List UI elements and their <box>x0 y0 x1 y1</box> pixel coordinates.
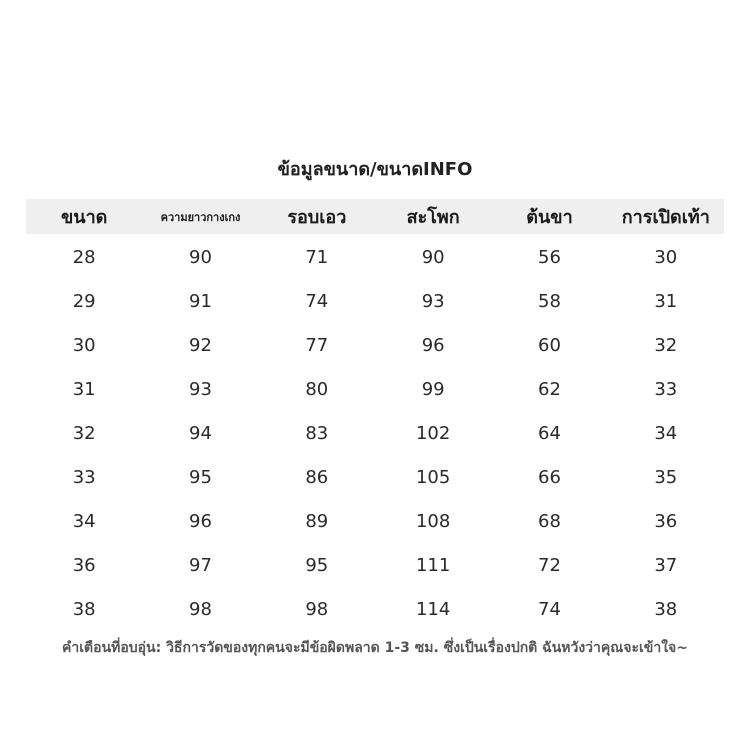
table-row <box>26 587 724 631</box>
cell-leg-opening: 32 <box>654 334 678 356</box>
table-row <box>26 411 724 455</box>
measurement-note: คำเตือนที่อบอุ่น: วิธีการวัดของทุกคนจะมีข้อผิดพลาด 1-3 ซม. ซึ่งเป็นเรื่องปกติ ฉันหวังว่าคุณจะเข้าใจ~ <box>62 640 688 656</box>
cell-thigh: 74 <box>538 598 561 620</box>
cell-thigh: 60 <box>538 334 561 356</box>
size-info-title: ข้อมูลขนาด/ขนาดINFO <box>277 159 473 180</box>
cell-size: 36 <box>72 554 96 576</box>
cell-thigh: 66 <box>538 466 561 488</box>
cell-thigh: 64 <box>538 422 561 444</box>
cell-leg-opening: 37 <box>654 554 678 576</box>
cell-size: 28 <box>72 246 96 268</box>
cell-hip: 105 <box>415 466 451 488</box>
table-row <box>26 235 724 279</box>
cell-pants-length: 90 <box>189 246 212 268</box>
cell-leg-opening: 38 <box>654 598 678 620</box>
cell-size: 30 <box>72 334 96 356</box>
cell-waist: 77 <box>305 334 329 356</box>
cell-pants-length: 94 <box>189 422 212 444</box>
table-body <box>26 235 724 631</box>
cell-leg-opening: 30 <box>654 246 678 268</box>
cell-waist: 98 <box>305 598 329 620</box>
cell-hip: 96 <box>421 334 445 356</box>
cell-hip: 93 <box>421 290 445 312</box>
cell-size: 32 <box>72 422 96 444</box>
cell-waist: 86 <box>305 466 329 488</box>
table-row <box>26 323 724 367</box>
cell-pants-length: 91 <box>189 290 212 312</box>
cell-size: 33 <box>72 466 96 488</box>
cell-hip: 99 <box>421 378 445 400</box>
cell-waist: 95 <box>305 554 329 576</box>
size-table <box>26 199 724 631</box>
cell-pants-length: 95 <box>189 466 212 488</box>
cell-leg-opening: 36 <box>654 510 678 532</box>
cell-pants-length: 97 <box>189 554 212 576</box>
cell-hip: 102 <box>415 422 451 444</box>
header-hip: สะโพก <box>406 207 460 228</box>
table-row <box>26 499 724 543</box>
header-size: ขนาด <box>60 207 108 228</box>
cell-size: 31 <box>72 378 96 400</box>
cell-leg-opening: 34 <box>654 422 678 444</box>
cell-waist: 71 <box>305 246 329 268</box>
cell-size: 29 <box>72 290 96 312</box>
cell-hip: 108 <box>415 510 451 532</box>
cell-waist: 89 <box>305 510 329 532</box>
table-row <box>26 367 724 411</box>
cell-pants-length: 96 <box>189 510 212 532</box>
table-header-row <box>26 199 724 234</box>
header-thigh: ต้นขา <box>526 207 573 228</box>
cell-waist: 80 <box>305 378 329 400</box>
cell-size: 38 <box>72 598 96 620</box>
header-leg-opening: การเปิดเท้า <box>621 207 710 228</box>
cell-hip: 90 <box>421 246 445 268</box>
cell-hip: 114 <box>415 598 451 620</box>
cell-size: 34 <box>72 510 96 532</box>
cell-waist: 83 <box>305 422 329 444</box>
cell-pants-length: 98 <box>189 598 212 620</box>
cell-thigh: 56 <box>538 246 561 268</box>
cell-waist: 74 <box>305 290 329 312</box>
cell-thigh: 68 <box>538 510 561 532</box>
table-row <box>26 455 724 499</box>
cell-hip: 111 <box>415 554 451 576</box>
cell-pants-length: 92 <box>189 334 212 356</box>
cell-leg-opening: 31 <box>654 290 678 312</box>
cell-leg-opening: 33 <box>654 378 678 400</box>
table-row <box>26 279 724 323</box>
cell-pants-length: 93 <box>189 378 212 400</box>
table-row <box>26 543 724 587</box>
cell-thigh: 58 <box>538 290 561 312</box>
header-pants-length: ความยาวกางเกง <box>160 210 241 224</box>
header-waist: รอบเอว <box>287 207 347 228</box>
cell-leg-opening: 35 <box>654 466 678 488</box>
cell-thigh: 72 <box>538 554 561 576</box>
cell-thigh: 62 <box>538 378 561 400</box>
